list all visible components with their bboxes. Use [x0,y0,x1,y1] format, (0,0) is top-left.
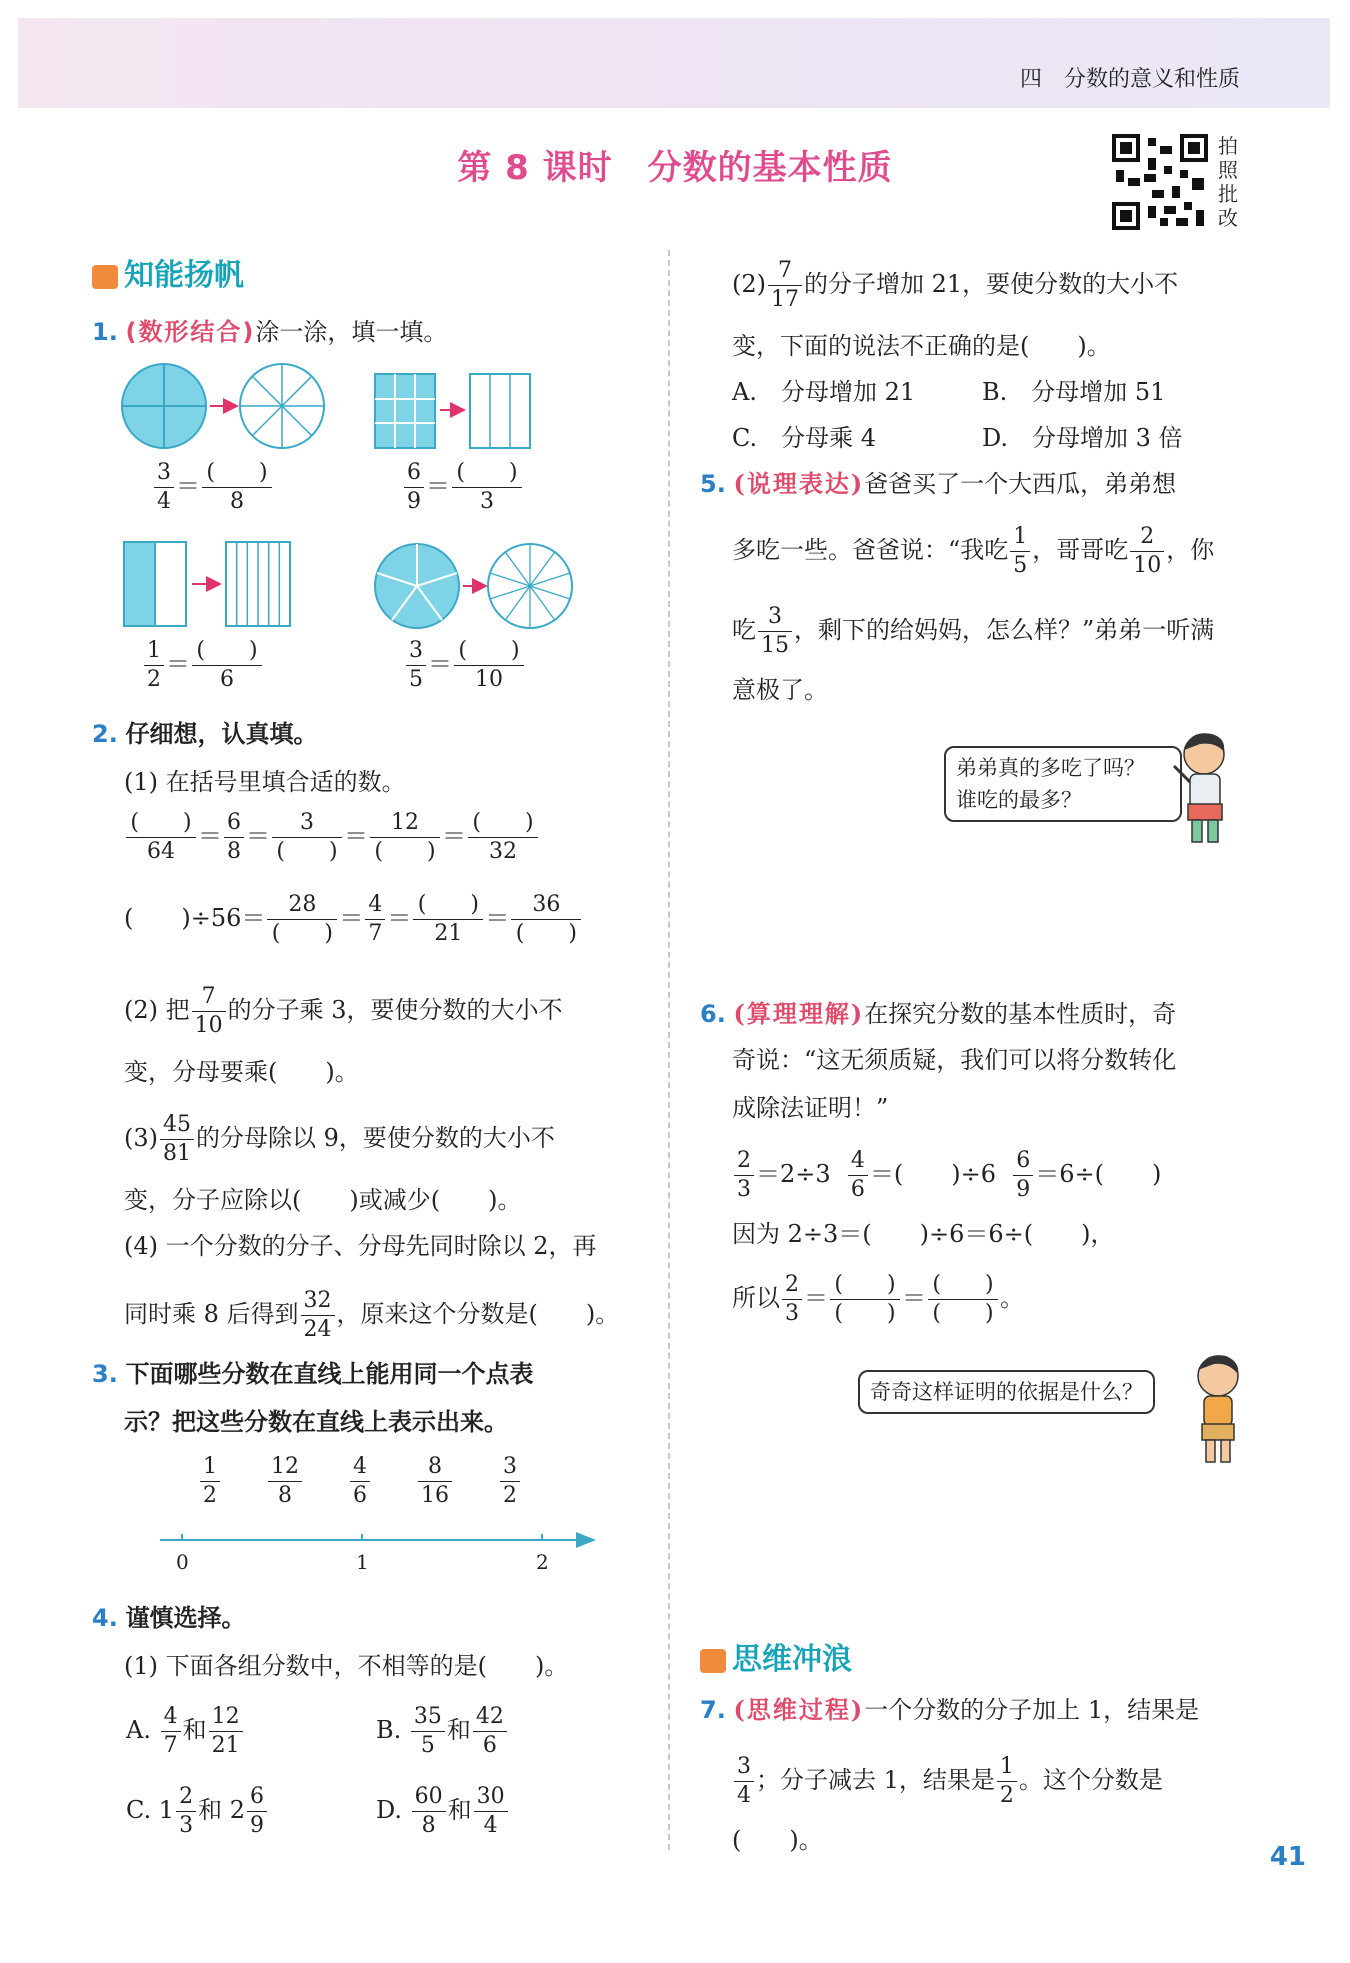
question-number: 5. [700,470,726,498]
q4-part-2: (2) $\frac{7}{17}$ 的分子增加 21，要使分数的大小不 [732,258,1179,312]
q6-equations: $\frac{2}{3}$ ＝2÷3 $\frac{4}{6}$ ＝( )÷6 $\frac{6}{9}$ ＝6÷( ) [732,1150,1161,1201]
q2-row-1: $\frac{( )}{64}$ ＝ $\frac{6}{8}$ ＝ $\frac{3}{( )}$ ＝ $\frac{12}{( )}$ ＝ $\frac{( )}{32}$ [124,812,540,863]
boy-character-icon [1170,726,1250,846]
boy-character-icon [1182,1348,1252,1468]
question-number: 6. [700,1000,726,1028]
question-text-cont: 示？把这些分数在直线上表示出来。 [124,1408,508,1436]
bubble-line: 谁吃的最多？ [956,788,1082,812]
q3-fractions: $\frac{1}{2}$ $\frac{12}{8}$ $\frac{4}{6}$ $\frac{8}{16}$ $\frac{3}{2}$ [198,1456,522,1507]
question-4 [92,1600,245,1636]
circle-eighths-figure [240,364,324,448]
question-number: 2. [92,720,118,748]
lesson-title: 第 8 课时 分数的基本性质 [457,148,893,188]
question-text: 下面哪些分数在直线上能用同一个点表 [125,1360,534,1388]
q6-line-3: 成除法证明！” [732,1094,889,1122]
q5-line-3: 吃 $\frac{3}{15}$ ，剩下的给妈妈，怎么样？”弟弟一听满 [732,604,1215,658]
q4-option-b[interactable]: B. $\frac{35}{5}$ 和 $\frac{42}{6}$ [376,1706,509,1757]
q4-part-1: (1) 下面各组分数中，不相等的是( )。 [124,1652,569,1680]
question-1 [92,314,447,350]
grid-ninths-figure [375,374,435,448]
question-5: 5. (说理表达)爸爸买了一个大西瓜，弟弟想 [700,469,1177,498]
section-title-right [700,1634,852,1678]
circle-fifths-figure [375,544,459,628]
q4-option-d[interactable]: D. $\frac{60}{8}$ 和 $\frac{30}{4}$ [376,1786,510,1837]
fraction: $\frac{( )}{8}$ [202,462,272,513]
rect-sixths-figure [226,542,290,626]
question-text: 仔细想，认真填。 [125,720,318,748]
fraction: $\frac{3}{5}$ [406,640,426,691]
q6-speech-bubble: 奇奇这样证明的依据是什么？ [858,1370,1155,1414]
fraction: $\frac{1}{2}$ [144,640,164,691]
tick-label: 1 [356,1550,369,1574]
rect-halves-figure [124,542,186,626]
wave-icon [700,1649,726,1673]
q4-2-option-d[interactable]: D. 分母增加 3 倍 [982,424,1183,452]
circle-tenths-figure [488,544,572,628]
q1-eq-2: $\frac{6}{9}$ ＝ $\frac{( )}{3}$ [402,462,524,513]
qr-label-char: 照 [1218,158,1238,182]
bubble-line: 弟弟真的多吃了吗？ [956,756,1145,780]
question-number: 1. [92,318,118,346]
q2-part-2-cont: 变，分母要乘( )。 [124,1058,359,1086]
section-title-left [92,250,244,294]
qr-label-char: 改 [1218,206,1238,230]
fraction: $\frac{( )}{10}$ [454,640,524,691]
fraction: $\frac{6}{9}$ [404,462,424,513]
q4-2-option-b[interactable]: B. 分母增加 51 [982,378,1166,406]
page-number: 41 [1269,1842,1306,1872]
section-title-text: 思维冲浪 [732,1642,852,1677]
chapter-breadcrumb: 四 分数的意义和性质 [1019,67,1240,92]
q2-part-1: (1) 在括号里填合适的数。 [124,768,406,796]
section-title-text: 知能扬帆 [124,258,244,293]
q4-part-2-cont: 变，下面的说法不正确的是( )。 [732,332,1111,360]
qr-code-icon[interactable] [1112,134,1208,230]
q4-option-a[interactable]: A. $\frac{4}{7}$ 和 $\frac{12}{21}$ [126,1706,245,1757]
question-tag: (数形结合) [125,318,256,346]
q2-part-3: (3) $\frac{45}{81}$ 的分母除以 9，要使分数的大小不 [124,1112,555,1166]
question-tag: (说理表达) [733,469,865,498]
question-text: 谨慎选择。 [125,1604,246,1632]
question-6: 6. (算理理解)在探究分数的基本性质时，奇 [700,999,1177,1028]
thirds-figure [470,374,530,448]
q4-2-option-c[interactable]: C. 分母乘 4 [732,424,877,452]
qr-label [1218,134,1242,230]
question-number: 4. [92,1604,118,1632]
question-tag: (算理理解) [733,999,865,1028]
tick-label: 0 [176,1550,189,1574]
question-3 [92,1356,533,1392]
q6-line-2: 奇说：“这无须质疑，我们可以将分数转化 [732,1046,1177,1074]
q1-eq-3: $\frac{1}{2}$ ＝ $\frac{( )}{6}$ [142,640,264,691]
circle-quarters-figure [122,364,206,448]
qr-label-char: 批 [1218,182,1238,206]
q1-eq-4: $\frac{3}{5}$ ＝ $\frac{( )}{10}$ [404,640,526,691]
question-number: 7. [700,1696,726,1724]
q4-option-c[interactable]: C. 1 $\frac{2}{3}$ 和 2 $\frac{6}{9}$ [126,1786,269,1837]
q6-because: 因为 2÷3＝( )÷6＝6÷( )， [732,1220,1115,1248]
tick-label: 2 [536,1550,549,1574]
question-7: 7. (思维过程)一个分数的分子加上 1，结果是 [700,1695,1200,1724]
q2-part-4-cont: 同时乘 8 后得到 $\frac{32}{24}$ ，原来这个分数是( )。 [124,1288,620,1342]
fraction: $\frac{( )}{6}$ [192,640,262,691]
sail-icon [92,265,118,289]
q5-speech-bubble [944,746,1182,822]
q5-line-2: 多吃一些。爸爸说：“我吃 $\frac{1}{5}$ ，哥哥吃 $\frac{2}{10}$ ，你 [732,524,1215,578]
q2-part-3-cont: 变，分子应除以( )或减少( )。 [124,1186,522,1214]
question-text: 涂一涂，填一填。 [255,318,448,346]
q2-part-4: (4) 一个分数的分子、分母先同时除以 2，再 [124,1232,597,1260]
q7-line-3: ( )。 [732,1826,823,1854]
question-2 [92,716,317,752]
fraction: $\frac{3}{4}$ [154,462,174,513]
question-tag: (思维过程) [733,1695,865,1724]
q1-eq-1: $\frac{3}{4}$ ＝ $\frac{( )}{8}$ [152,462,274,513]
q2-part-2: (2) 把 $\frac{7}{10}$ 的分子乘 3，要使分数的大小不 [124,984,563,1038]
q5-line-4: 意极了。 [732,676,828,704]
qr-label-char: 拍 [1218,134,1238,158]
column-divider [668,250,670,1850]
q6-therefore: 所以 $\frac{2}{3}$ ＝ $\frac{( )}{( )}$ ＝ $\frac{( )}{( )}$ 。 [732,1272,1024,1326]
q4-2-option-a[interactable]: A. 分母增加 21 [732,378,916,406]
q2-row-2: ( )÷56＝ $\frac{28}{( )}$ ＝ $\frac{4}{7}$ ＝ $\frac{( )}{21}$ ＝ $\frac{36}{( )}$ [124,894,583,945]
q7-line-2: $\frac{3}{4}$ ；分子减去 1，结果是 $\frac{1}{2}$ 。这个分数是 [732,1756,1163,1807]
number-line [160,1528,600,1558]
fraction: $\frac{( )}{3}$ [452,462,522,513]
question-number: 3. [92,1360,118,1388]
